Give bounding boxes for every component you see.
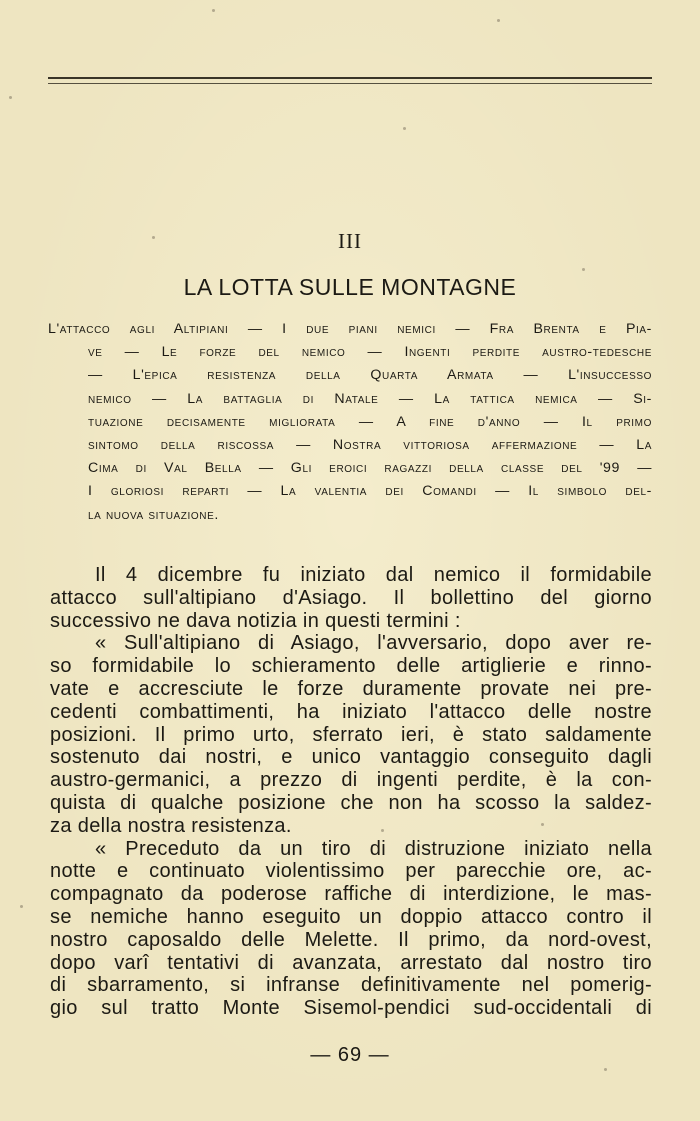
paper-speck — [152, 236, 155, 239]
summary-line: — L'epica resistenza della Quarta Armata — L'insuccesso — [88, 367, 652, 384]
body-line: dopo varî tentativi di avanzata, arrestato dal nostro tiro — [50, 951, 652, 974]
chapter-title: LA LOTTA SULLE MONTAGNE — [183, 274, 517, 300]
body-line: quista di qualche posizione che non ha scosso la saldez- — [50, 791, 652, 814]
summary-line: nemico — La battaglia di Natale — La tattica nemica — Si- — [88, 390, 652, 407]
body-text — [50, 564, 652, 1020]
body-line: compagnato da poderose raffiche di interdizione, le mas- — [50, 883, 652, 906]
chapter-number: III — [338, 229, 362, 253]
body-line: za della nostra resistenza. — [50, 814, 292, 837]
summary-line: sintomo della riscossa — Nostra vittoriosa affermazione — La — [88, 437, 652, 454]
summary-line: tuazione decisamente migliorata — A fine d'anno — Il primo — [88, 413, 652, 430]
summary-line: ve — Le forze del nemico — Ingenti perdite austro-tedesche — [88, 344, 652, 361]
chapter-summary — [48, 318, 652, 527]
body-line: « Sull'altipiano di Asiago, l'avversario, dopo aver re- — [95, 632, 652, 655]
header-rule — [48, 77, 652, 79]
body-line: sostenuto dai nostri, e unico vantaggio conseguito dagli — [50, 746, 652, 769]
summary-line: Cima di Val Bella — Gli eroici ragazzi della classe del '99 — — [88, 460, 652, 477]
body-line: se nemiche hanno eseguito un doppio attacco contro il — [50, 905, 652, 928]
paper-speck — [381, 829, 384, 832]
header-rule-thin — [48, 83, 652, 84]
body-line: notte e continuato violentissimo per parecchie ore, ac- — [50, 860, 652, 883]
paper-speck — [9, 96, 12, 99]
summary-line: I gloriosi reparti — La valentia dei Comandi — Il simbolo del- — [88, 483, 652, 500]
body-line: « Preceduto da un tiro di distruzione iniziato nella — [95, 837, 652, 860]
body-line: vate e accresciute le forze duramente provate nei pre- — [50, 677, 652, 700]
paper-speck — [403, 127, 406, 130]
body-line: nostro caposaldo delle Melette. Il primo, da nord-ovest, — [50, 928, 652, 951]
body-line: cedenti combattimenti, ha iniziato l'attacco delle nostre — [50, 700, 652, 723]
paper-speck — [541, 823, 544, 826]
body-line: successivo ne dava notizia in questi termini : — [50, 609, 461, 632]
paper-speck — [582, 268, 585, 271]
paper-speck — [604, 1068, 607, 1071]
body-line: gio sul tratto Monte Sisemol-pendici sud-occidentali di — [50, 997, 652, 1020]
page-number: — 69 — — [310, 1044, 390, 1066]
paper-speck — [20, 905, 23, 908]
paper-speck — [212, 9, 215, 12]
summary-line: la nuova situazione. — [88, 506, 219, 523]
body-line: austro-germanici, a prezzo di ingenti perdite, è la con- — [50, 769, 652, 792]
body-line: so formidabile lo schieramento delle artiglierie e rinno- — [50, 655, 652, 678]
body-line: Il 4 dicembre fu iniziato dal nemico il formidabile — [95, 564, 652, 586]
body-line: attacco sull'altipiano d'Asiago. Il bollettino del giorno — [50, 586, 652, 609]
body-line: di sbarramento, si infranse definitivamente nel pomerig- — [50, 974, 652, 997]
body-line: posizioni. Il primo urto, sferrato ieri, è stato saldamente — [50, 723, 652, 746]
summary-line: L'attacco agli Altipiani — I due piani nemici — Fra Brenta e Pia- — [48, 321, 652, 337]
paper-speck — [497, 19, 500, 22]
